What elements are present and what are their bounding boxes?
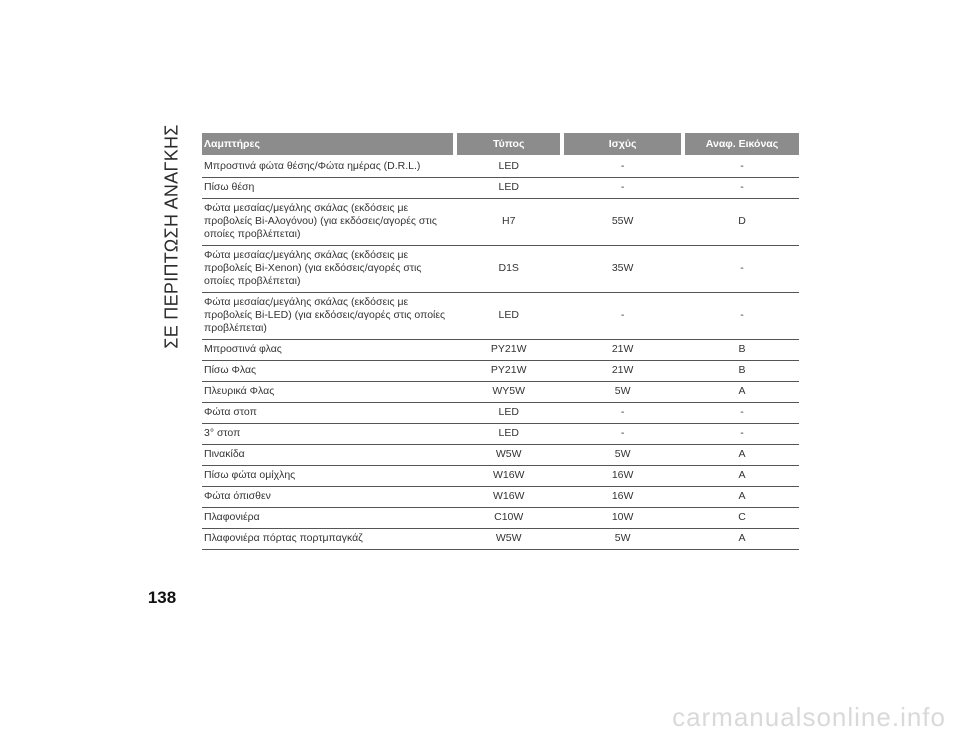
bulb-name-cell: Μπροστινά φώτα θέσης/Φώτα ημέρας (D.R.L.) [202, 157, 453, 178]
bulb-type-cell: W16W [457, 487, 560, 508]
bulb-type-cell: PY21W [457, 340, 560, 361]
bulb-name-cell: Φώτα όπισθεν [202, 487, 453, 508]
table-row [202, 361, 799, 382]
bulb-ref-cell: - [685, 178, 799, 199]
bulb-ref-cell: - [685, 293, 799, 340]
bulb-ref-cell: A [685, 445, 799, 466]
bulb-name-cell: Πλαφονιέρα [202, 508, 453, 529]
header-image-ref: Αναφ. Εικόνας [685, 133, 799, 157]
bulb-name-cell: Μπροστινά φλας [202, 340, 453, 361]
bulb-name-cell: Φώτα μεσαίας/μεγάλης σκάλας (εκδόσεις με προβολείς Bi-Xenon) (για εκδόσεις/αγορές στις οποίες προβλέπεται) [202, 246, 453, 293]
bulb-type-cell: LED [457, 293, 560, 340]
bulb-type-cell: W5W [457, 529, 560, 550]
table-row [202, 178, 799, 199]
bulb-name-cell: Πίσω Φλας [202, 361, 453, 382]
bulb-power-cell: 35W [564, 246, 681, 293]
bulb-type-cell: W5W [457, 445, 560, 466]
bulb-power-cell: - [564, 424, 681, 445]
table-row [202, 157, 799, 178]
table-row [202, 466, 799, 487]
bulb-type-cell: LED [457, 178, 560, 199]
bulb-power-cell: 21W [564, 340, 681, 361]
bulb-power-cell: - [564, 157, 681, 178]
bulb-type-cell: PY21W [457, 361, 560, 382]
bulb-ref-cell: A [685, 487, 799, 508]
bulb-name-cell: Πίσω φώτα ομίχλης [202, 466, 453, 487]
table-row [202, 529, 799, 550]
watermark: carmanualsonline.info [672, 702, 946, 732]
bulb-type-cell: D1S [457, 246, 560, 293]
bulb-power-cell: 16W [564, 487, 681, 508]
bulb-ref-cell: - [685, 157, 799, 178]
bulb-power-cell: 5W [564, 529, 681, 550]
bulb-name-cell: Πλευρικά Φλας [202, 382, 453, 403]
bulb-ref-cell: A [685, 382, 799, 403]
bulb-type-cell: W16W [457, 466, 560, 487]
bulb-name-cell: Φώτα στοπ [202, 403, 453, 424]
table-row [202, 340, 799, 361]
bulb-power-cell: 21W [564, 361, 681, 382]
bulb-type-cell: LED [457, 424, 560, 445]
table-row [202, 445, 799, 466]
bulb-name-cell: Φώτα μεσαίας/μεγάλης σκάλας (εκδόσεις με προβολείς Bi-LED) (για εκδόσεις/αγορές στις οποίες προβλέπεται) [202, 293, 453, 340]
bulb-type-cell: WY5W [457, 382, 560, 403]
bulb-power-cell: 10W [564, 508, 681, 529]
header-power: Ισχύς [564, 133, 681, 157]
bulb-type-cell: H7 [457, 199, 560, 246]
bulb-power-cell: - [564, 178, 681, 199]
table-row [202, 424, 799, 445]
bulb-type-cell: LED [457, 157, 560, 178]
page-number: 138 [147, 588, 177, 607]
table-header [202, 133, 799, 157]
table-row [202, 293, 799, 340]
table-body [202, 157, 799, 550]
bulb-name-cell: Πλαφονιέρα πόρτας πορτμπαγκάζ [202, 529, 453, 550]
table-row [202, 382, 799, 403]
table-row [202, 487, 799, 508]
bulb-power-cell: 16W [564, 466, 681, 487]
bulb-ref-cell: - [685, 246, 799, 293]
bulb-ref-cell: A [685, 466, 799, 487]
bulb-name-cell: Φώτα μεσαίας/μεγάλης σκάλας (εκδόσεις με προβολείς Bi-Αλογόνου) (για εκδόσεις/αγορές στις οποίες προβλέπεται) [202, 199, 453, 246]
table-row [202, 199, 799, 246]
table-row [202, 508, 799, 529]
section-title-text: ΣΕ ΠΕΡΙΠΤΩΣΗ ΑΝΑΓΚΗΣ [161, 123, 182, 349]
bulb-ref-cell: B [685, 361, 799, 382]
table-row [202, 403, 799, 424]
bulb-power-cell: - [564, 403, 681, 424]
bulb-name-cell: Πίσω θέση [202, 178, 453, 199]
bulb-power-cell: - [564, 293, 681, 340]
bulb-ref-cell: D [685, 199, 799, 246]
bulb-power-cell: 5W [564, 445, 681, 466]
table-row [202, 246, 799, 293]
section-title-vertical [150, 123, 194, 349]
bulb-name-cell: 3° στοπ [202, 424, 453, 445]
bulb-power-cell: 5W [564, 382, 681, 403]
bulb-ref-cell: A [685, 529, 799, 550]
bulb-ref-cell: - [685, 424, 799, 445]
bulb-ref-cell: B [685, 340, 799, 361]
bulb-name-cell: Πινακίδα [202, 445, 453, 466]
bulb-ref-cell: - [685, 403, 799, 424]
bulb-type-cell: C10W [457, 508, 560, 529]
header-bulbs: Λαμπτήρες [202, 133, 453, 157]
bulb-power-cell: 55W [564, 199, 681, 246]
bulbs-table [202, 133, 799, 550]
bulb-type-cell: LED [457, 403, 560, 424]
bulb-ref-cell: C [685, 508, 799, 529]
header-type: Τύπος [457, 133, 560, 157]
